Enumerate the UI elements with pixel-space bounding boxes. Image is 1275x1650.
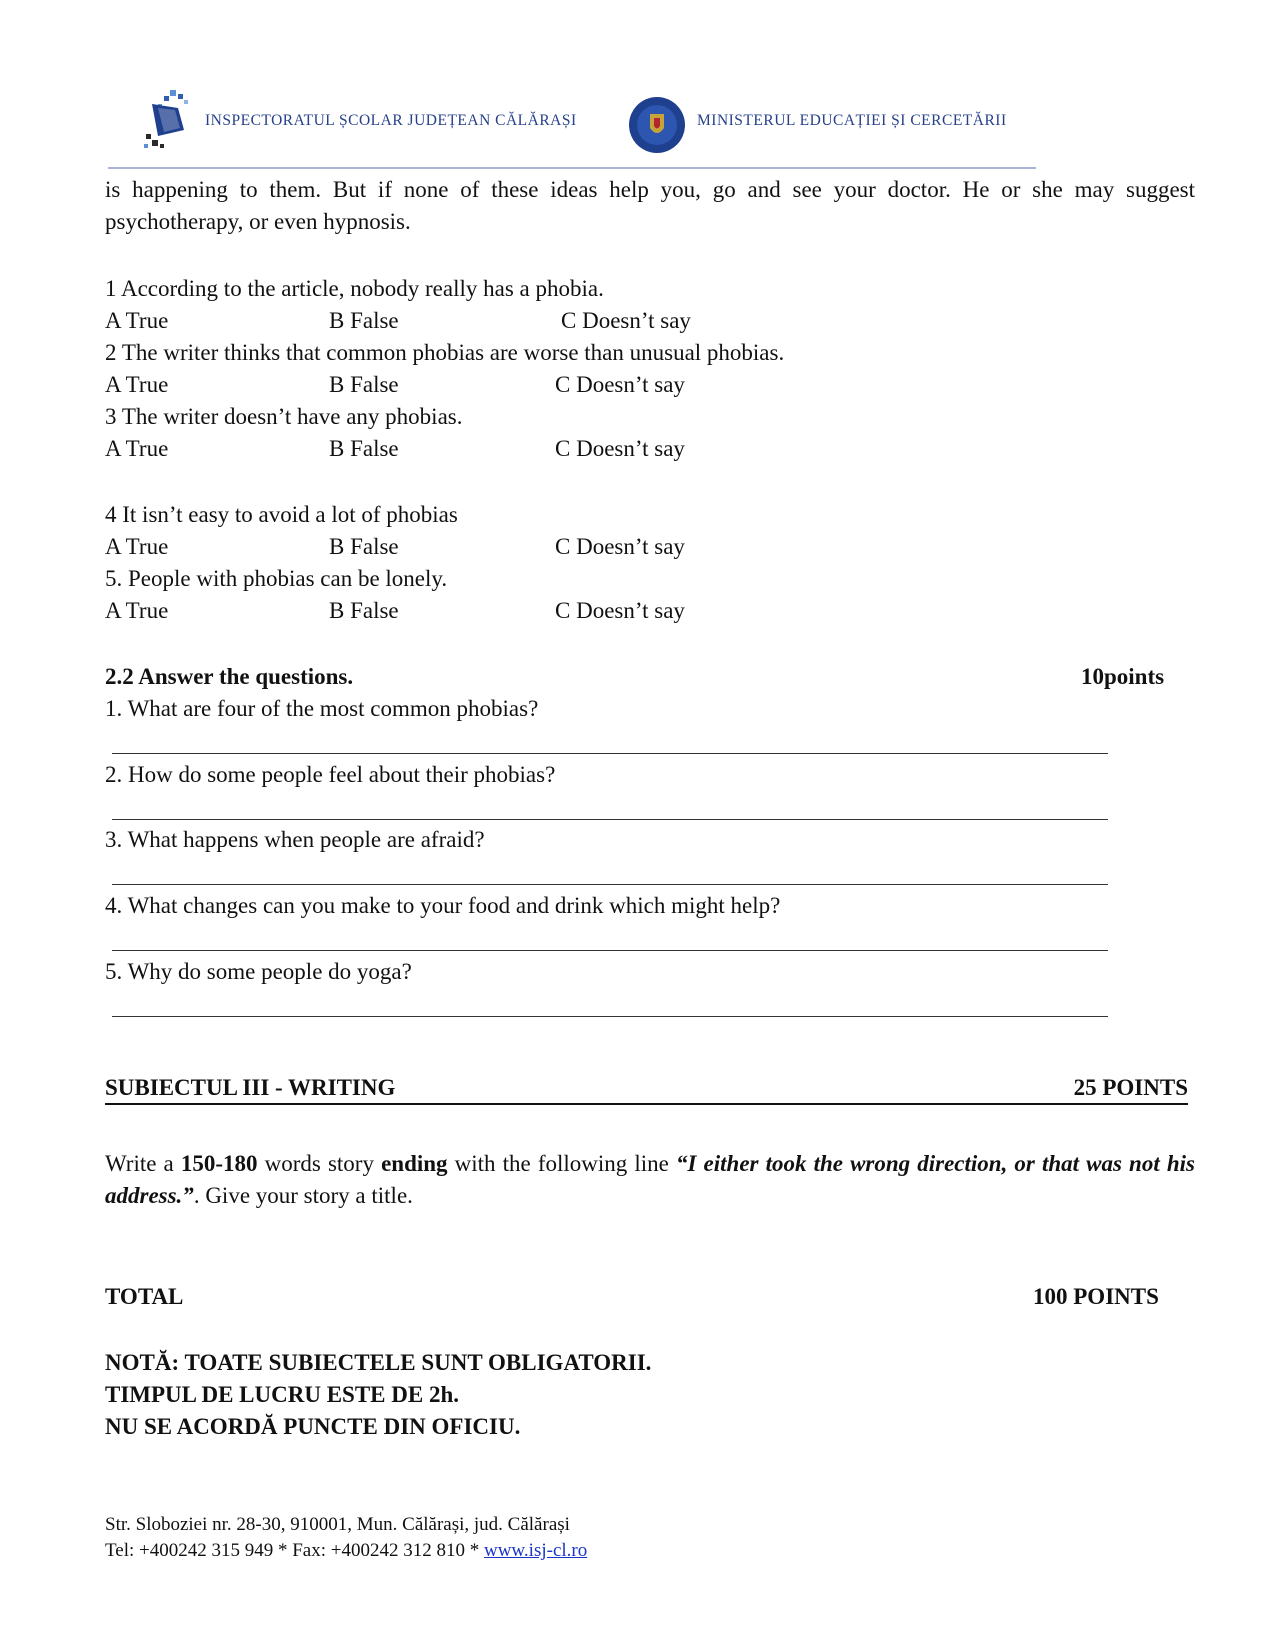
section-3-title: SUBIECTUL III - WRITING bbox=[105, 1075, 396, 1100]
tf-option-b: B False bbox=[329, 372, 399, 397]
tf-question-4: 4 It isn’t easy to avoid a lot of phobias bbox=[105, 502, 458, 527]
tf-question-2: 2 The writer thinks that common phobias are worse than unusual phobias. bbox=[105, 340, 785, 365]
tf-question-3: 3 The writer doesn’t have any phobias. bbox=[105, 404, 463, 429]
question-2: 2. How do some people feel about their phobias? bbox=[105, 762, 556, 787]
tf-option-b: B False bbox=[329, 436, 399, 461]
total-label: TOTAL bbox=[105, 1284, 184, 1309]
tf-option-a: A True bbox=[105, 534, 169, 559]
tf-option-b: B False bbox=[329, 598, 399, 623]
tf-option-c: C Doesn’t say bbox=[561, 308, 691, 333]
writing-prompt: Write a 150-180 words story ending with the following line “I either took the wrong direction, or that was not his address.”. Give your story a title. bbox=[105, 1151, 1195, 1208]
footer-address: Str. Sloboziei nr. 28-30, 910001, Mun. Călărași, jud. Călărași bbox=[105, 1514, 570, 1535]
answer-line-1[interactable] bbox=[112, 753, 1108, 754]
website-link[interactable]: www.isj-cl.ro bbox=[483, 1540, 588, 1561]
ministry-crest-icon bbox=[628, 96, 686, 154]
header-divider bbox=[108, 167, 1036, 169]
answer-line-3[interactable] bbox=[112, 884, 1108, 885]
total-points: 100 POINTS bbox=[1033, 1284, 1159, 1309]
section-2-2-title: 2.2 Answer the questions. bbox=[105, 664, 354, 689]
question-3: 3. What happens when people are afraid? bbox=[105, 827, 485, 852]
tf-option-b: B False bbox=[329, 534, 399, 559]
note-time: TIMPUL DE LUCRU ESTE DE 2h. bbox=[105, 1382, 460, 1407]
intro-paragraph: is happening to them. But if none of these ideas help you, go and see your doctor. He or she may suggest psychotherapy, or even hypnosis. bbox=[105, 177, 1195, 234]
footer-contact: Tel: +400242 315 949 * Fax: +400242 312 810 * www.isj-cl.ro bbox=[105, 1540, 588, 1561]
note-mandatory: NOTĂ: TOATE SUBIECTELE SUNT OBLIGATORII. bbox=[105, 1350, 652, 1375]
tf-option-b: B False bbox=[329, 308, 399, 333]
question-5: 5. Why do some people do yoga? bbox=[105, 959, 412, 984]
answer-line-2[interactable] bbox=[112, 819, 1108, 820]
note-points: NU SE ACORDĂ PUNCTE DIN OFICIU. bbox=[105, 1414, 521, 1439]
question-1: 1. What are four of the most common phobias? bbox=[105, 696, 539, 721]
tf-option-c: C Doesn’t say bbox=[555, 534, 685, 559]
tf-question-1: 1 According to the article, nobody really has a phobia. bbox=[105, 276, 604, 301]
tf-option-a: A True bbox=[105, 372, 169, 397]
tf-option-a: A True bbox=[105, 436, 169, 461]
tf-option-c: C Doesn’t say bbox=[555, 372, 685, 397]
tf-question-5: 5. People with phobias can be lonely. bbox=[105, 566, 448, 591]
isj-name: INSPECTORATUL ȘCOLAR JUDEȚEAN CĂLĂRAȘI bbox=[205, 112, 577, 129]
tf-option-a: A True bbox=[105, 308, 169, 333]
section-2-2-points: 10points bbox=[1081, 664, 1165, 689]
answer-line-5[interactable] bbox=[112, 1016, 1108, 1017]
tf-option-c: C Doesn’t say bbox=[555, 436, 685, 461]
tf-option-a: A True bbox=[105, 598, 169, 623]
section-3-points: 25 POINTS bbox=[1073, 1075, 1188, 1100]
section-3-header bbox=[105, 1073, 1188, 1105]
ministry-name: MINISTERUL EDUCAȚIEI ȘI CERCETĂRII bbox=[697, 112, 1007, 129]
answer-line-4[interactable] bbox=[112, 950, 1108, 951]
tf-option-c: C Doesn’t say bbox=[555, 598, 685, 623]
isj-logo bbox=[140, 86, 198, 154]
question-4: 4. What changes can you make to your food and drink which might help? bbox=[105, 893, 781, 918]
